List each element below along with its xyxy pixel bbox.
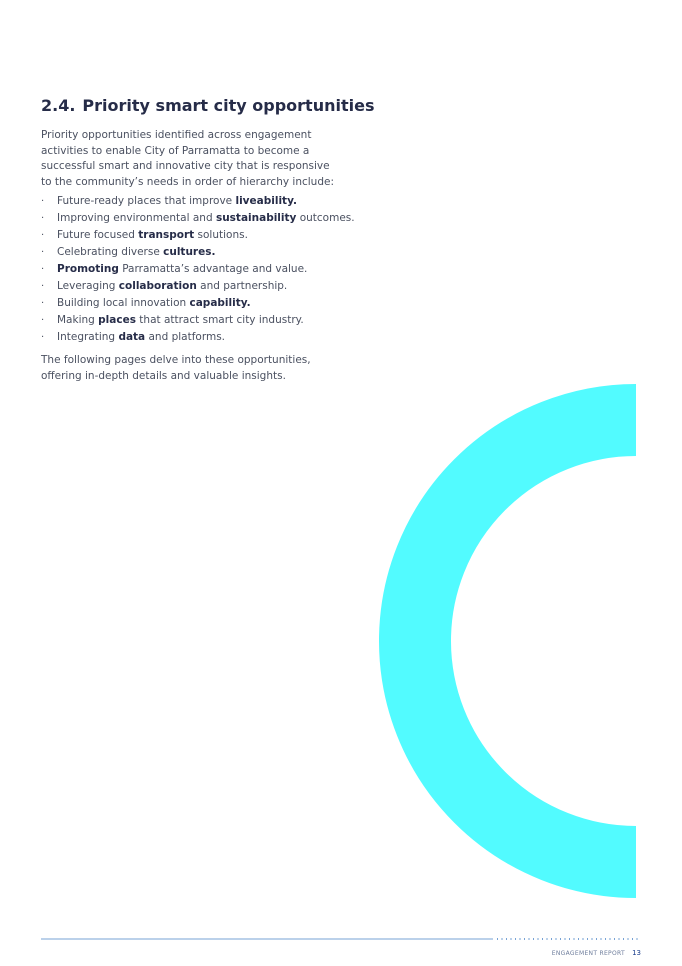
item-keyword: capability. [189, 297, 251, 309]
item-keyword: cultures. [163, 246, 216, 258]
item-text: Future focused [57, 229, 139, 241]
bullet-icon: · [41, 315, 45, 326]
bullet-icon: · [41, 230, 45, 241]
item-text: that attract smart city industry. [135, 314, 304, 326]
item-text: Integrating [57, 331, 119, 343]
bullet-icon: · [41, 298, 45, 309]
item-keyword: Promoting [57, 263, 119, 275]
item-text: and platforms. [145, 331, 226, 343]
intro-paragraph: Priority opportunities identified across engagement activities to enable City of Parramatta to become a successful smart and innovative city that is responsive to the community’s needs in order of hierarchy include: [41, 129, 334, 188]
item-text: Celebrating diverse [57, 246, 164, 258]
item-keyword: transport [138, 229, 195, 241]
bullet-icon: · [41, 213, 45, 224]
item-text: solutions. [194, 229, 248, 241]
item-text: and partnership. [196, 280, 288, 292]
item-text: Making [57, 314, 99, 326]
item-keyword: collaboration [118, 280, 197, 292]
section-number: 2.4. [41, 96, 76, 115]
item-text: Future-ready places that improve [57, 195, 236, 207]
outro-paragraph: The following pages delve into these opportunities, offering in-depth details and valuable insights. [41, 354, 311, 382]
section-title: Priority smart city opportunities [82, 96, 375, 115]
item-keyword: liveability. [235, 195, 297, 207]
item-text: Improving environmental and [57, 212, 216, 224]
ring-shape [415, 420, 682, 862]
item-text: Building local innovation [57, 297, 190, 309]
bullet-icon: · [41, 332, 45, 343]
item-text: outcomes. [296, 212, 355, 224]
page-number: 13 [632, 949, 641, 957]
item-text: Leveraging [57, 280, 119, 292]
item-keyword: sustainability [215, 212, 297, 224]
bullet-icon: · [41, 247, 45, 258]
item-text: Parramatta’s advantage and value. [118, 263, 308, 275]
bullet-icon: · [41, 264, 45, 275]
footer-label: ENGAGEMENT REPORT [551, 950, 625, 957]
item-keyword: data [118, 331, 146, 343]
item-keyword: places [98, 314, 136, 326]
footer-rule [41, 934, 641, 944]
bullet-icon: · [41, 196, 45, 207]
bullet-icon: · [41, 281, 45, 292]
